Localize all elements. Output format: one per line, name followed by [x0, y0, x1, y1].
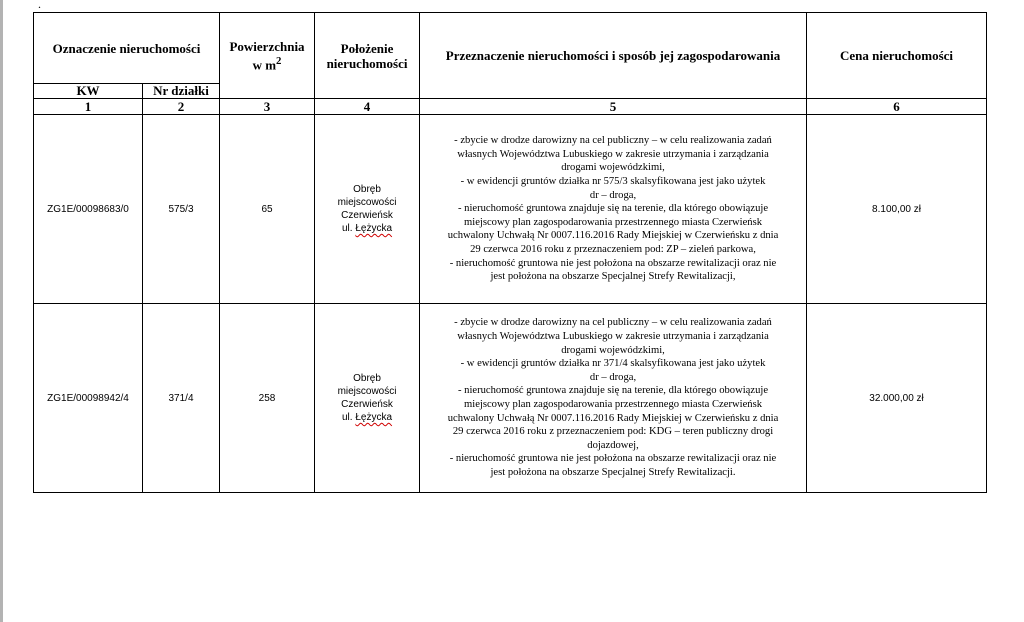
description-line: 29 czerwca 2016 roku z przeznaczeniem pod: ZP – zieleń parkowa,: [470, 243, 756, 255]
header-row: [34, 13, 987, 84]
description-line: miejscowy plan zagospodarowania przestrzennego miasta Czerwieńsk: [464, 399, 763, 410]
header-location-line2: nieruchomości: [326, 55, 408, 71]
location-line: miejscowości: [337, 197, 397, 208]
location-line: Obręb: [353, 184, 381, 195]
location-line: Czerwieńsk: [341, 399, 393, 410]
location-cell: [315, 304, 420, 493]
table-row: [34, 115, 987, 304]
purpose-description-cell: [420, 304, 807, 493]
header-area-line1: Powierzchnia: [229, 38, 305, 54]
area-cell: 258: [220, 304, 315, 493]
description-line: własnych Województwa Lubuskiego w zakresie utrzymania i zarządzania: [457, 331, 769, 343]
description-line: jest położona na obszarze Specjalnej Strefy Rewitalizacji.: [490, 466, 736, 478]
description-line: 29 czerwca 2016 roku z przeznaczeniem pod: KDG – teren publiczny drogi: [452, 426, 774, 438]
property-table: [33, 12, 987, 493]
table-row: [34, 304, 987, 493]
description-line: drogami wojewódzkimi,: [561, 344, 665, 356]
column-number: 6: [807, 99, 987, 115]
header-kw: KW: [34, 84, 143, 99]
header-designation: Oznaczenie nieruchomości: [34, 13, 220, 84]
column-number: 5: [420, 99, 807, 115]
description-line: uchwalony Uchwałą Nr 0007.116.2016 Rady Miejskiej w Czerwieńsku z dnia: [447, 230, 779, 242]
description-line: - nieruchomość gruntowa znajduje się na terenie, dla którego obowiązuje: [457, 203, 769, 215]
area-cell: 65: [220, 115, 315, 304]
kw-number-cell: ZG1E/00098942/4: [34, 304, 143, 493]
header-location: [315, 13, 420, 99]
plot-number-cell: 371/4: [143, 304, 220, 493]
header-area: [220, 13, 315, 99]
column-number: 3: [220, 99, 315, 115]
column-number-row: [34, 99, 987, 115]
kw-number-cell: ZG1E/00098683/0: [34, 115, 143, 304]
description-line: miejscowy plan zagospodarowania przestrzennego miasta Czerwieńsk: [464, 216, 763, 228]
description-line: - nieruchomość gruntowa nie jest położona na obszarze rewitalizacji oraz nie: [449, 453, 777, 465]
description-line: dojazdowej,: [587, 439, 639, 451]
location-cell: [315, 115, 420, 304]
column-number: 4: [315, 99, 420, 115]
header-location-line1: Położenie: [340, 40, 394, 56]
purpose-description-cell: [420, 115, 807, 304]
street-name: Łężycka: [355, 223, 393, 234]
description-line: - zbycie w drodze darowizny na cel publiczny – w celu realizowania zadań: [454, 317, 772, 329]
street-prefix: ul.: [342, 223, 356, 234]
header-area-unit-exponent: 2: [276, 54, 282, 67]
description-line: dr – droga,: [589, 371, 637, 383]
column-number: 2: [143, 99, 220, 115]
header-price: Cena nieruchomości: [807, 13, 987, 99]
description-line: drogami wojewódzkimi,: [561, 162, 665, 174]
street-prefix: ul.: [342, 412, 356, 423]
price-cell: 32.000,00 zł: [807, 304, 987, 493]
price-cell: 8.100,00 zł: [807, 115, 987, 304]
description-line: jest położona na obszarze Specjalnej Strefy Rewitalizacji,: [490, 271, 736, 283]
header-plot-number: Nr działki: [143, 84, 220, 99]
plot-number-cell: 575/3: [143, 115, 220, 304]
location-line: Obręb: [353, 373, 381, 384]
description-line: - nieruchomość gruntowa nie jest położona na obszarze rewitalizacji oraz nie: [449, 257, 777, 269]
header-area-line2: w m: [252, 57, 277, 73]
description-line: własnych Województwa Lubuskiego w zakresie utrzymania i zarządzania: [457, 148, 769, 160]
description-line: - zbycie w drodze darowizny na cel publiczny – w celu realizowania zadań: [454, 135, 772, 147]
location-street-line: [318, 411, 416, 424]
street-name: Łężycka: [355, 412, 393, 423]
description-line: dr – droga,: [589, 189, 637, 201]
paragraph-marker: .: [38, 0, 41, 11]
header-purpose: Przeznaczenie nieruchomości i sposób jej zagospodarowania: [420, 13, 807, 99]
location-street-line: [318, 222, 416, 235]
description-line: - w ewidencji gruntów działka nr 371/4 skalsyfikowana jest jako użytek: [460, 358, 766, 370]
description-line: - nieruchomość gruntowa znajduje się na terenie, dla którego obowiązuje: [457, 385, 769, 397]
location-line: Czerwieńsk: [341, 210, 393, 221]
description-line: - w ewidencji gruntów działka nr 575/3 skalsyfikowana jest jako użytek: [460, 176, 766, 188]
description-line: uchwalony Uchwałą Nr 0007.116.2016 Rady Miejskiej w Czerwieńsku z dnia: [447, 412, 779, 424]
location-line: miejscowości: [337, 386, 397, 397]
column-number: 1: [34, 99, 143, 115]
window-left-edge: [0, 0, 3, 622]
